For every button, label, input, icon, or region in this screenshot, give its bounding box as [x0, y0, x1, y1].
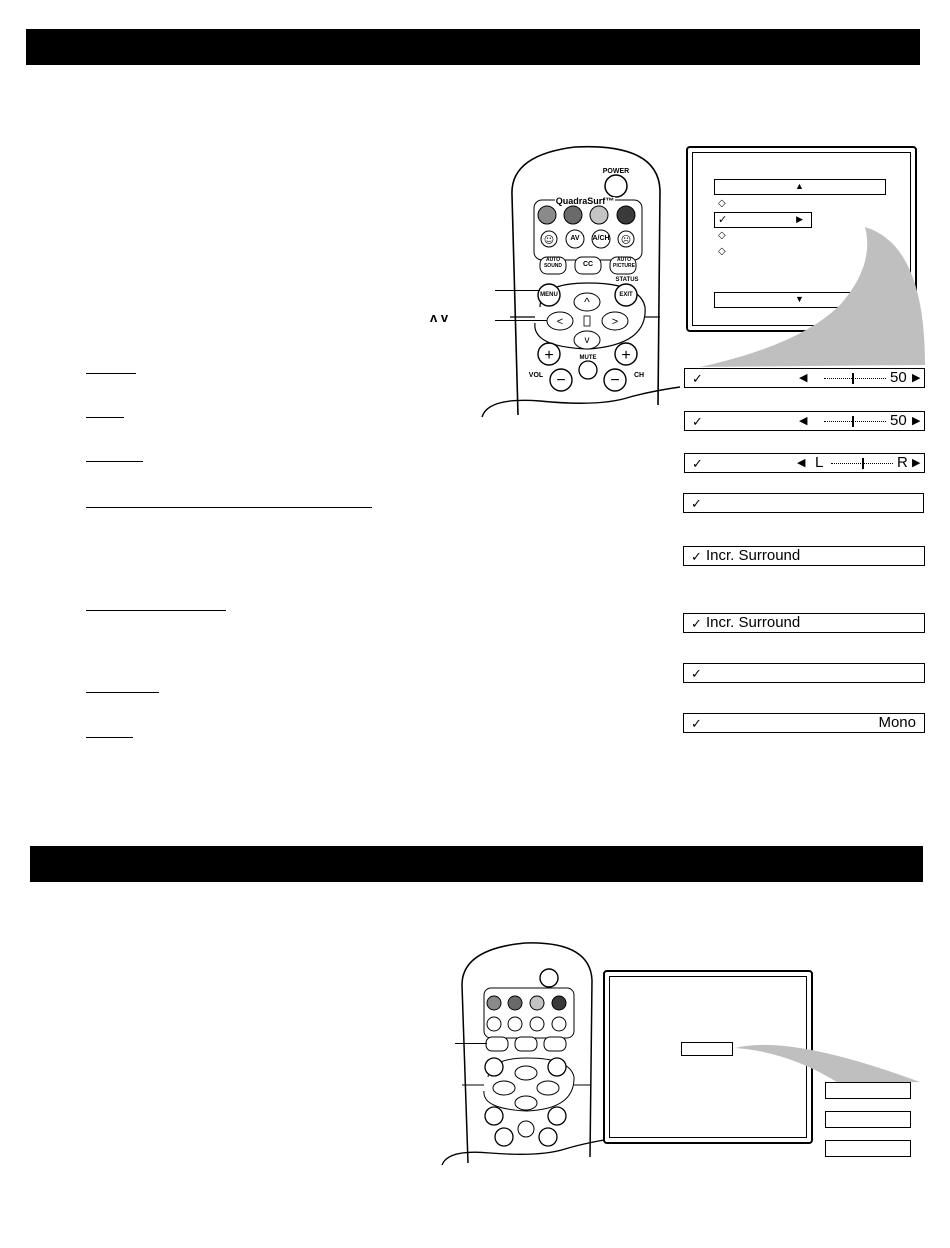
volume-up-button — [485, 1107, 503, 1125]
ach-label: A/CH — [592, 235, 610, 242]
svg-text:+: + — [544, 347, 554, 364]
setting-row — [683, 663, 925, 683]
av-button — [508, 1017, 522, 1031]
triangle-right-icon: ▶ — [796, 214, 803, 224]
svg-text:☹: ☹ — [620, 235, 632, 246]
exit-button — [548, 1058, 566, 1076]
triangle-left-icon: ◀ — [797, 457, 806, 469]
setting-value: 50 — [890, 412, 907, 429]
quadrasurf-yellow-button — [590, 206, 608, 224]
triangle-down-icon: ▼ — [795, 294, 804, 304]
underline-2 — [86, 417, 124, 418]
callout-line-cursor — [495, 320, 547, 321]
slider-knob — [852, 416, 854, 427]
cursor-left-button — [493, 1081, 515, 1095]
diamond-icon: ◇ — [718, 230, 726, 241]
slider-track — [824, 378, 886, 379]
svg-text:<: < — [556, 316, 564, 328]
exit-label: EXIT — [619, 292, 633, 298]
setting-row — [683, 546, 925, 566]
cc-label: CC — [582, 261, 594, 268]
diamond-icon: ◇ — [718, 246, 726, 257]
balance-right-label: R — [897, 454, 908, 471]
svg-text:☺: ☺ — [543, 235, 555, 246]
vol-label: VOL — [528, 372, 544, 379]
quadrasurf-red-button — [487, 996, 501, 1010]
underline-7 — [86, 737, 133, 738]
setting-row — [684, 453, 925, 473]
check-icon: ✓ — [691, 616, 702, 631]
check-icon: ✓ — [691, 549, 702, 564]
power-button — [540, 969, 558, 987]
ach-button — [530, 1017, 544, 1031]
menu-zoom-beam — [680, 215, 930, 375]
triangle-right-icon: ▶ — [912, 372, 921, 384]
diamond-icon: ◇ — [718, 198, 726, 209]
mute-button — [579, 361, 597, 379]
section-header-bar-1 — [26, 29, 920, 65]
quadrasurf-blue-button — [617, 206, 635, 224]
menu-scroll-up — [714, 179, 886, 195]
quadrasurf-label: QuadraSurf™ — [555, 196, 615, 206]
quadrasurf-green-button — [564, 206, 582, 224]
auto-picture-label: AUTO PICTURE — [613, 257, 635, 269]
auto-sound-display — [681, 1042, 733, 1056]
power-button — [605, 175, 627, 197]
menu-label: MENU — [540, 292, 558, 298]
underline-1 — [86, 373, 136, 374]
svg-text:−: − — [556, 372, 566, 389]
av-label: AV — [570, 235, 580, 242]
check-icon: ✓ — [691, 496, 702, 511]
callout-line-auto-sound — [455, 1043, 487, 1044]
channel-down-button — [539, 1128, 557, 1146]
remote-control-2 — [440, 935, 620, 1170]
slider-knob — [852, 373, 854, 384]
auto-sound-option-2 — [825, 1111, 911, 1128]
section-header-bar-2 — [30, 846, 923, 882]
auto-sound-button — [486, 1037, 508, 1051]
slider-track — [824, 421, 886, 422]
setting-row — [684, 411, 925, 431]
triangle-right-icon: ▶ — [912, 415, 921, 427]
setting-row — [683, 493, 924, 513]
quadrasurf-green-button — [508, 996, 522, 1010]
slider-track — [831, 463, 893, 464]
check-icon: ✓ — [691, 666, 702, 681]
triangle-right-icon: ▶ — [912, 457, 921, 469]
setting-row-text: Incr. Surround — [706, 614, 801, 631]
arrow-keys-label: ʌ v — [430, 310, 449, 325]
menu-button — [485, 1058, 503, 1076]
svg-text:+: + — [621, 347, 631, 364]
auto-picture-button — [544, 1037, 566, 1051]
setting-row — [683, 613, 925, 633]
channel-up-button — [548, 1107, 566, 1125]
frown-button — [552, 1017, 566, 1031]
ch-label: CH — [633, 372, 645, 379]
cursor-up-button — [515, 1066, 537, 1080]
auto-sound-option-1 — [825, 1082, 911, 1099]
smiley-button — [487, 1017, 501, 1031]
triangle-left-icon: ◀ — [799, 372, 808, 384]
check-icon: ✓ — [692, 371, 703, 386]
setting-value: 50 — [890, 369, 907, 386]
cursor-down-button — [515, 1096, 537, 1110]
power-label: POWER — [602, 168, 630, 175]
check-icon: ✓ — [691, 716, 702, 731]
mute-button — [518, 1121, 534, 1137]
check-icon: ✓ — [692, 414, 703, 429]
slider-knob — [862, 458, 864, 469]
underline-3 — [86, 461, 143, 462]
cursor-right-button — [537, 1081, 559, 1095]
svg-text:>: > — [611, 316, 619, 328]
status-label: STATUS — [615, 277, 639, 283]
check-icon: ✓ — [718, 214, 728, 226]
setting-value: Mono — [878, 714, 916, 731]
svg-text:v: v — [584, 335, 590, 346]
underline-4 — [86, 507, 372, 508]
quadrasurf-yellow-button — [530, 996, 544, 1010]
svg-text:−: − — [610, 372, 620, 389]
balance-left-label: L — [815, 454, 824, 471]
underline-5 — [86, 610, 226, 611]
quadrasurf-blue-button — [552, 996, 566, 1010]
check-icon: ✓ — [692, 456, 703, 471]
cc-button — [515, 1037, 537, 1051]
callout-line-menu — [495, 290, 540, 291]
triangle-left-icon: ◀ — [799, 415, 808, 427]
svg-text:^: ^ — [584, 295, 590, 309]
underline-6 — [86, 692, 159, 693]
mute-label: MUTE — [579, 355, 597, 361]
triangle-up-icon: ▲ — [795, 181, 804, 191]
setting-row — [683, 713, 925, 733]
setting-row — [684, 368, 925, 388]
auto-sound-option-3 — [825, 1140, 911, 1157]
setting-row-text: Incr. Surround — [706, 547, 801, 564]
auto-sound-label: AUTO SOUND — [543, 257, 563, 269]
quadrasurf-red-button — [538, 206, 556, 224]
volume-down-button — [495, 1128, 513, 1146]
remote-control-1 — [480, 135, 680, 425]
